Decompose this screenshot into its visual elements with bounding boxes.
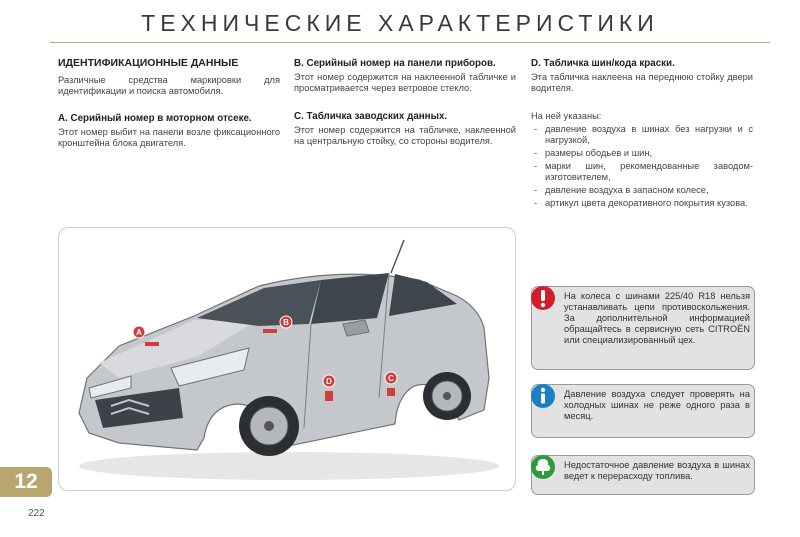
marker-c-heading: C. Табличка заводских данных.	[294, 111, 448, 122]
title-rule	[50, 42, 770, 43]
marker-a-text: Этот номер выбит на панели возле фиксационного кронштейна блока двигателя.	[58, 127, 280, 148]
marker-c-text: Этот номер содержится на табличке, наклеенной на центральную стойку, со стороны водителя.	[294, 125, 516, 146]
chapter-tab: 12	[0, 467, 52, 497]
svg-text:A: A	[136, 328, 142, 337]
list-intro: На ней указаны:	[531, 111, 602, 121]
list-item: - марки шин, рекомендованные заводом-изготовителем,	[531, 161, 753, 183]
page-title: ТЕХНИЧЕСКИЕ ХАРАКТЕРИСТИКИ	[141, 10, 659, 36]
intro-text: Различные средства маркировки для идентификации и поиска автомобиля.	[58, 75, 280, 96]
notice-info	[531, 384, 755, 438]
list-item: - давление воздуха в запасном колесе,	[531, 185, 753, 196]
marker-b-heading: B. Серийный номер на панели приборов.	[294, 58, 496, 69]
marker-d-text: Эта табличка наклеена на переднюю стойку двери водителя.	[531, 72, 753, 93]
notice-warning	[531, 286, 755, 370]
list-item: - размеры ободьев и шин,	[531, 148, 753, 159]
marker-a-heading: A. Серийный номер в моторном отсеке.	[58, 113, 252, 124]
list-item: - артикул цвета декоративного покрытия кузова.	[531, 198, 753, 209]
column-right	[531, 58, 753, 211]
warning-icon	[530, 285, 556, 311]
marker-b-text: Этот номер содержится на наклеенной табличке и просматривается через ветровое стекло.	[294, 72, 516, 93]
section-heading: ИДЕНТИФИКАЦИОННЫЕ ДАННЫЕ	[58, 57, 239, 69]
list-item: - давление воздуха в шинах без нагрузки и с нагрузкой,	[531, 124, 753, 146]
eco-icon	[530, 454, 556, 480]
column-left	[58, 58, 280, 149]
svg-text:D: D	[326, 377, 332, 386]
label-contents-list	[531, 124, 753, 209]
svg-text:B: B	[283, 318, 289, 327]
car-illustration	[59, 228, 515, 490]
info-icon	[530, 383, 556, 409]
notice-eco	[531, 455, 755, 495]
notice-info-text: Давление воздуха следует проверять на холодных шинах не реже одного раза в месяц.	[564, 389, 750, 421]
page-number: 222	[28, 508, 45, 519]
marker-d-heading: D. Табличка шин/кода краски.	[531, 58, 675, 69]
svg-text:C: C	[388, 374, 394, 383]
column-middle	[294, 58, 516, 147]
car-illustration-frame	[58, 227, 516, 491]
notice-warning-text: На колеса с шинами 225/40 R18 нельзя устанавливать цепи противоскольжения. За дополнительной информацией обращайтесь в сервисную сеть CITROËN или специализированный цех.	[564, 291, 750, 345]
notice-eco-text: Недостаточное давление воздуха в шинах ведет к перерасходу топлива.	[564, 460, 750, 481]
